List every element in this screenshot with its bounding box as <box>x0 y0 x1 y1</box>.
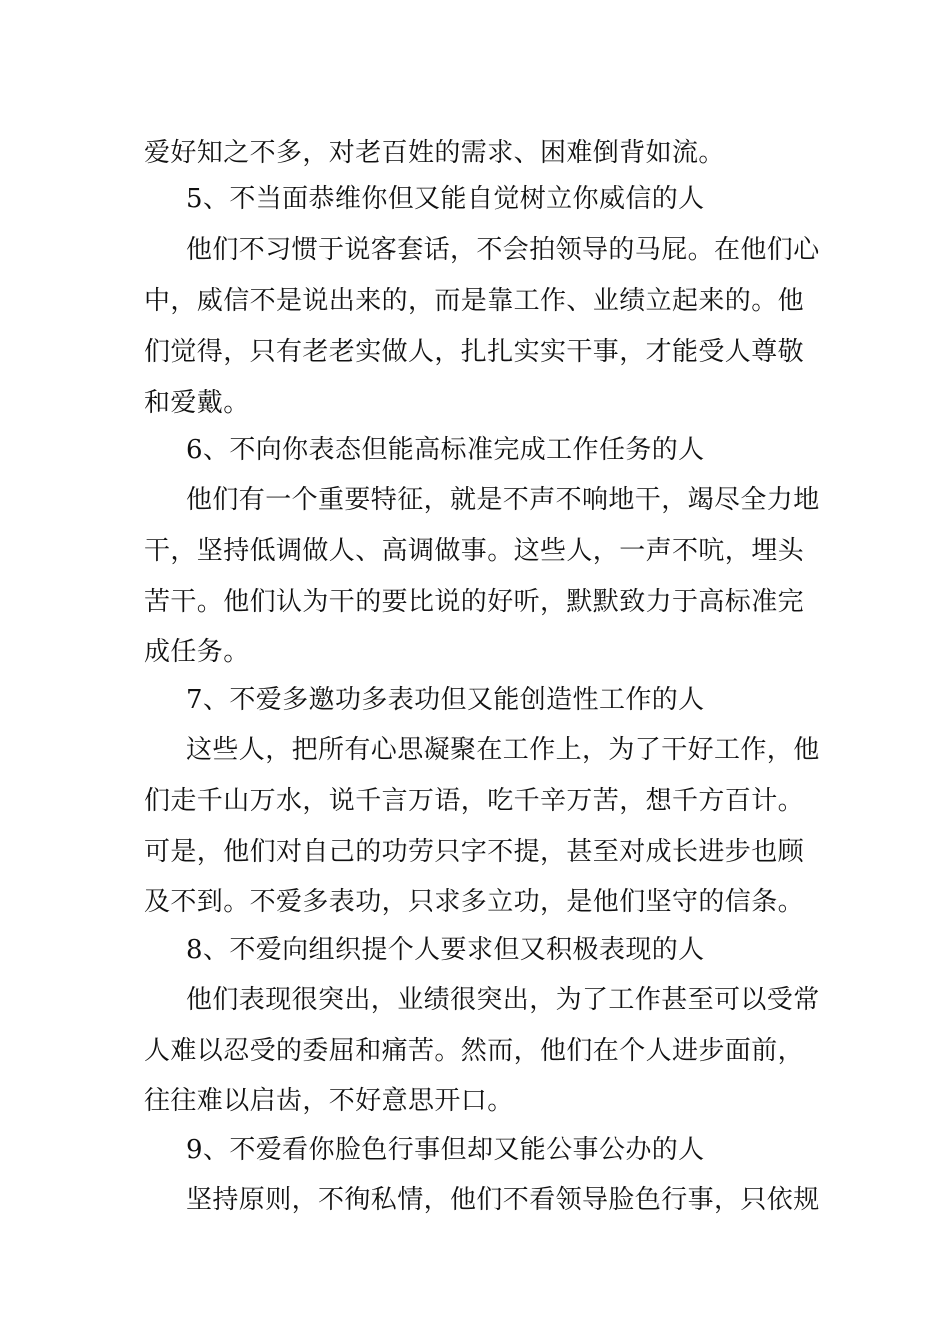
paragraph-line: 他们表现很突出，业绩很突出，为了工作甚至可以受常 <box>186 985 820 1015</box>
paragraph-line: 人难以忍受的委屈和痛苦。然而，他们在个人进步面前， <box>144 1036 805 1066</box>
paragraph-line: 苦干。他们认为干的要比说的好听，默默致力于高标准完 <box>144 587 805 617</box>
paragraph-line: 们觉得，只有老老实做人，扎扎实实干事，才能受人尊敬 <box>144 337 805 367</box>
paragraph-line: 成任务。 <box>144 637 250 667</box>
paragraph-line: 他们有一个重要特征，就是不声不响地干，竭尽全力地 <box>186 485 820 515</box>
section-heading-6: 6、不向你表态但能高标准完成工作任务的人 <box>186 435 705 465</box>
paragraph-line: 往往难以启齿，不好意思开口。 <box>144 1086 514 1116</box>
paragraph-line: 和爱戴。 <box>144 388 250 418</box>
paragraph-line: 及不到。不爱多表功，只求多立功，是他们坚守的信条。 <box>144 887 805 917</box>
paragraph-line: 坚持原则，不徇私情，他们不看领导脸色行事，只依规 <box>186 1185 820 1215</box>
section-heading-7: 7、不爱多邀功多表功但又能创造性工作的人 <box>186 685 705 715</box>
section-heading-9: 9、不爱看你脸色行事但却又能公事公办的人 <box>186 1135 705 1165</box>
section-heading-5: 5、不当面恭维你但又能自觉树立你威信的人 <box>186 184 705 214</box>
paragraph-line: 干，坚持低调做人、高调做事。这些人，一声不吭，埋头 <box>144 536 805 566</box>
body-text-line: 爱好知之不多，对老百姓的需求、困难倒背如流。 <box>144 138 725 168</box>
paragraph-line: 他们不习惯于说客套话，不会拍领导的马屁。在他们心 <box>186 235 820 265</box>
paragraph-line: 这些人，把所有心思凝聚在工作上，为了干好工作，他 <box>186 735 820 765</box>
section-heading-8: 8、不爱向组织提个人要求但又积极表现的人 <box>186 935 705 965</box>
paragraph-line: 可是，他们对自己的功劳只字不提，甚至对成长进步也顾 <box>144 837 805 867</box>
paragraph-line: 们走千山万水，说千言万语，吃千辛万苦，想千方百计。 <box>144 786 805 816</box>
paragraph-line: 中，威信不是说出来的，而是靠工作、业绩立起来的。他 <box>144 286 805 316</box>
